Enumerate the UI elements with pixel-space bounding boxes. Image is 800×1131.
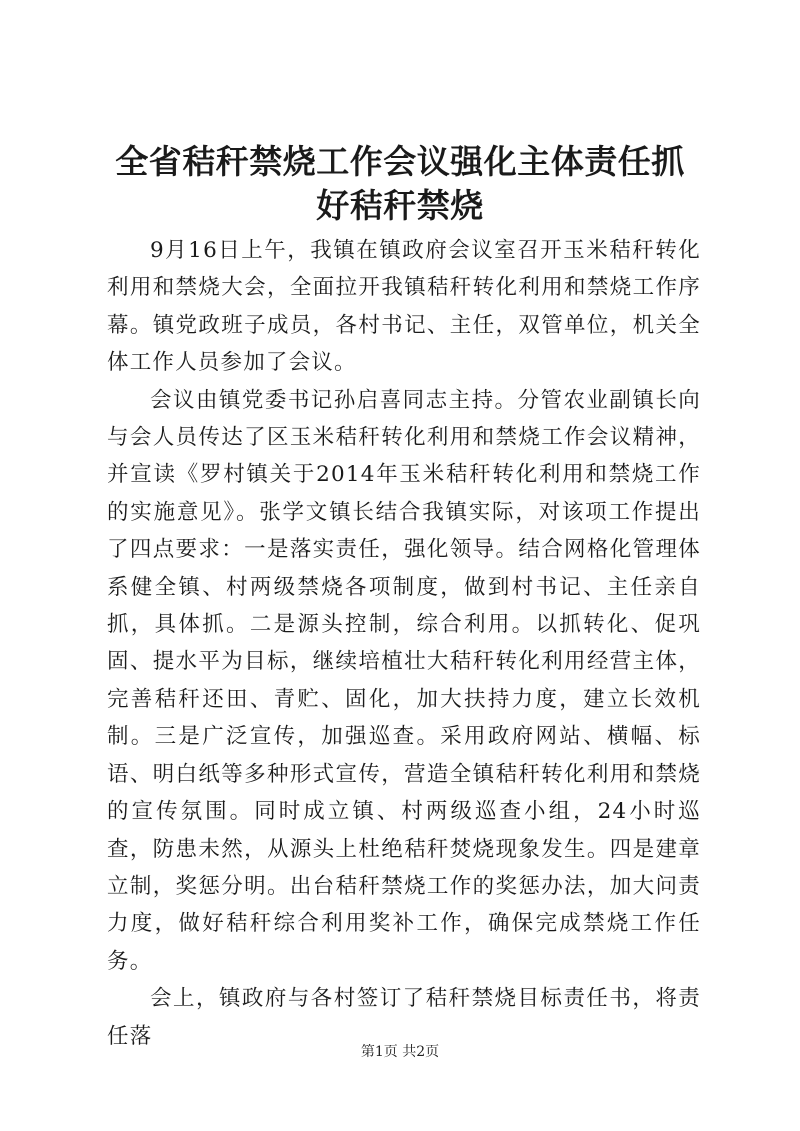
paragraph-3: 会上，镇政府与各村签订了秸秆禁烧目标责任书，将责任落 <box>107 986 701 1049</box>
paragraph-2: 会议由镇党委书记孙启喜同志主持。分管农业副镇长向与会人员传达了区玉米秸秆转化利用和禁烧工作会议精神，并宣读《罗村镇关于2014年玉米秸秆转化利用和禁烧工作的实施意见》。张学文镇长结合我镇实际，对该项工作提出了四点要求：一是落实责任，强化领导。结合网格化管理体系健全镇、村两级禁烧各项制度，做到村书记、主任亲自抓，具体抓。二是源头控制，综合利用。以抓转化、促巩固、提水平为目标，继续培植壮大秸秆转化利用经营主体，完善秸秆还田、青贮、固化，加大扶持力度，建立长效机制。三是广泛宣传，加强巡查。采用政府网站、横幅、标语、明白纸等多种形式宣传，营造全镇秸秆转化利用和禁烧的宣传氛围。同时成立镇、村两级巡查小组，24小时巡查，防患未然，从源头上杜绝秸秆焚烧现象发生。四是建章立制，奖惩分明。出台秸秆禁烧工作的奖惩办法，加大问责力度，做好秸秆综合利用奖补工作，确保完成禁烧工作任务。 <box>107 387 701 974</box>
page-number-footer: 第1页 共2页 <box>360 1044 440 1060</box>
document-title: 全省秸秆禁烧工作会议强化主体责任抓好秸秆禁烧 <box>115 142 685 225</box>
paragraph-1: 9月16日上午，我镇在镇政府会议室召开玉米秸秆转化利用和禁烧大会，全面拉开我镇秸秆转化利用和禁烧工作序幕。镇党政班子成员，各村书记、主任，双管单位，机关全体工作人员参加了会议。 <box>107 238 701 376</box>
document-body <box>107 232 701 1055</box>
